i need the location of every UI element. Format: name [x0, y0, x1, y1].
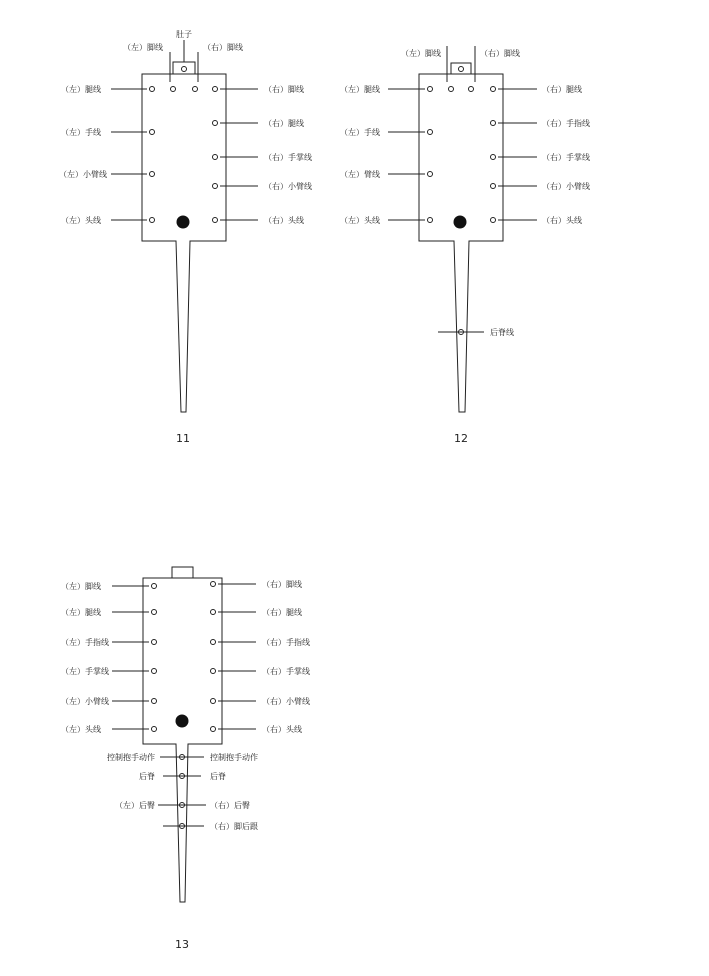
- label-left-head: （左）头线: [340, 216, 380, 225]
- hole: [211, 582, 216, 587]
- hole: [211, 699, 216, 704]
- label-right-palm: （右）手掌线: [264, 153, 312, 162]
- hole: [491, 155, 496, 160]
- label-right-foot-top: （右）脚线: [203, 43, 243, 52]
- figure-13: [112, 567, 256, 902]
- control-knob: [454, 216, 467, 229]
- label-right-foot-top: （右）脚线: [480, 49, 520, 58]
- label-left-buttock: （左）后臀: [115, 801, 155, 810]
- label-right-buttock: （右）后臀: [210, 801, 250, 810]
- label-left-arm: （左）臂线: [340, 170, 380, 179]
- label-left-forearm: （左）小臂线: [59, 170, 107, 179]
- hole: [211, 727, 216, 732]
- figure-number: 11: [176, 432, 190, 445]
- hole: [211, 610, 216, 615]
- label-back-spine: 后脊线: [490, 328, 514, 337]
- figure-11-labels: [59, 29, 312, 445]
- label-right-foot: （右）脚线: [264, 85, 304, 94]
- hole: [150, 172, 155, 177]
- hole: [152, 669, 157, 674]
- hole: [150, 218, 155, 223]
- label-left-head: （左）头线: [61, 725, 101, 734]
- hole: [150, 87, 155, 92]
- top-tab: [173, 62, 195, 74]
- label-left-leg: （左）腿线: [61, 608, 101, 617]
- hole: [150, 130, 155, 135]
- hole: [152, 640, 157, 645]
- hole: [491, 121, 496, 126]
- figure-number: 13: [175, 938, 189, 951]
- label-right-leg: （右）腿线: [262, 608, 302, 617]
- hole: [428, 172, 433, 177]
- figure-number: 12: [454, 432, 468, 445]
- hole: [213, 155, 218, 160]
- hole: [152, 727, 157, 732]
- hole: [171, 87, 176, 92]
- hole: [213, 121, 218, 126]
- top-tab: [451, 63, 471, 74]
- label-right-heel: （右）脚后跟: [210, 822, 258, 831]
- hole: [213, 218, 218, 223]
- label-left-foot: （左）脚线: [61, 582, 101, 591]
- label-left-foot-top: （左）脚线: [123, 43, 163, 52]
- label-left-hand: （左）手线: [61, 128, 101, 137]
- label-left-finger: （左）手指线: [61, 638, 109, 647]
- hole: [449, 87, 454, 92]
- hole: [491, 184, 496, 189]
- tab-hole: [459, 67, 464, 72]
- label-belly: 肚子: [176, 30, 192, 39]
- top-tab: [172, 567, 193, 578]
- label-right-finger: （右）手指线: [542, 119, 590, 128]
- figure-11: [111, 40, 258, 412]
- hole: [469, 87, 474, 92]
- hole: [491, 218, 496, 223]
- control-knob: [176, 715, 189, 728]
- hole: [193, 87, 198, 92]
- label-left-leg: （左）腿线: [340, 85, 380, 94]
- label-right-forearm: （右）小臂线: [264, 182, 312, 191]
- hole: [213, 184, 218, 189]
- label-right-hug: 控制抱手动作: [210, 753, 258, 762]
- label-right-palm: （右）手掌线: [262, 667, 310, 676]
- tab-hole: [182, 67, 187, 72]
- label-left-palm: （左）手掌线: [61, 667, 109, 676]
- hole: [211, 669, 216, 674]
- hole: [491, 87, 496, 92]
- label-right-foot: （右）脚线: [262, 580, 302, 589]
- hole: [428, 218, 433, 223]
- label-right-head: （右）头线: [542, 216, 582, 225]
- hole: [152, 610, 157, 615]
- label-right-spine: 后脊: [210, 772, 226, 781]
- hole: [152, 699, 157, 704]
- label-left-head: （左）头线: [61, 216, 101, 225]
- label-right-forearm: （右）小臂线: [542, 182, 590, 191]
- label-right-finger: （右）手指线: [262, 638, 310, 647]
- hole: [211, 640, 216, 645]
- label-right-forearm: （右）小臂线: [262, 697, 310, 706]
- label-left-spine: 后脊: [139, 772, 155, 781]
- label-left-hug: 控制抱手动作: [107, 753, 155, 762]
- hole: [213, 87, 218, 92]
- figure-12: [388, 46, 537, 412]
- label-left-leg: （左）腿线: [61, 85, 101, 94]
- hole: [152, 584, 157, 589]
- label-right-leg: （右）腿线: [264, 119, 304, 128]
- label-right-head: （右）头线: [264, 216, 304, 225]
- hole: [428, 130, 433, 135]
- label-right-leg: （右）腿线: [542, 85, 582, 94]
- label-left-hand: （左）手线: [340, 128, 380, 137]
- hole: [428, 87, 433, 92]
- figure-12-labels: [340, 48, 590, 445]
- board-outline: [143, 578, 222, 902]
- label-right-head: （右）头线: [262, 725, 302, 734]
- control-knob: [177, 216, 190, 229]
- label-left-forearm: （左）小臂线: [61, 697, 109, 706]
- board-outline: [419, 74, 503, 412]
- label-left-foot-top: （左）脚线: [401, 49, 441, 58]
- label-right-palm: （右）手掌线: [542, 153, 590, 162]
